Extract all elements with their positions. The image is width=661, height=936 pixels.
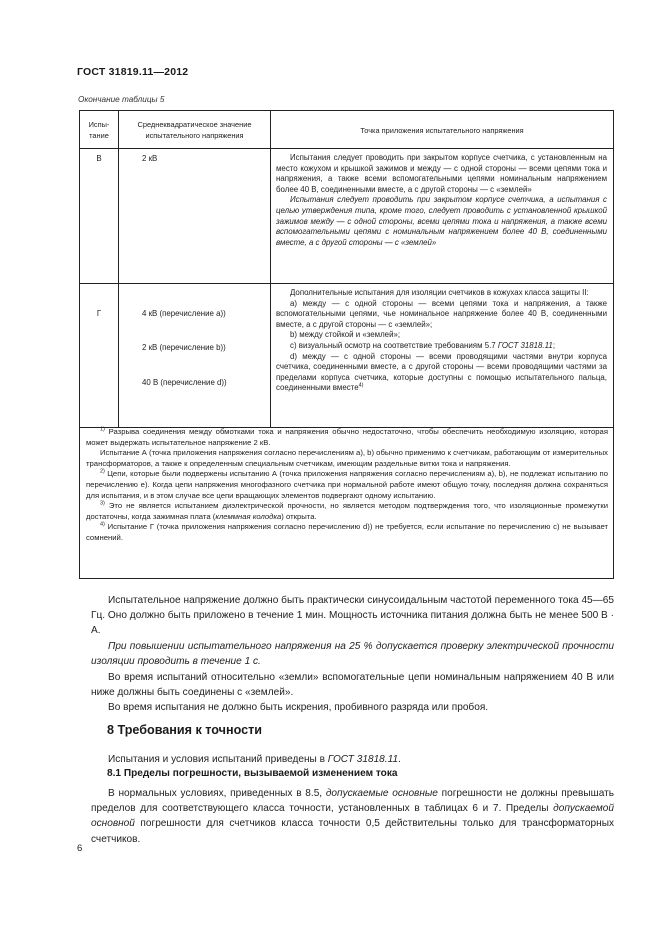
header-voltage-col	[119, 119, 270, 141]
section-title-accuracy: 8 Требования к точности	[107, 723, 263, 737]
tests-ref-standard: ГОСТ 31818.11	[327, 754, 399, 765]
table-caption: Окончание таблицы 5	[78, 95, 165, 104]
paragraph-auxiliary-circuits: Во время испытаний относительно «земли» вспомогательные цепи номинальным напряжением 40 В или ниже должны быть соединены с «землей».	[91, 672, 614, 699]
page-number: 6	[77, 843, 83, 854]
header-test-line2: тание	[89, 131, 109, 140]
row-g-item-d-footnote: 4)	[358, 382, 364, 389]
note-4-mark: 4)	[100, 521, 105, 528]
subsection-title-error-limits: 8.1 Пределы погрешности, вызываемой изменением тока	[107, 768, 398, 779]
note-a: Испытание А (точка приложения напряжения согласно перечислениям а), b) обычно применимо к счетчикам, работающим от измерительных трансформаторов, а также к определенным специальным счетчикам, имеющим раздельные витки тока и напряжения.	[86, 448, 608, 468]
note-2-text: Цепи, которые были подвержены испытанию А (точка приложения напряжения согласно перечислениям а), b), не подлежат испытанию по перечислению е). Когда цепи напряжения многофазного счетчика при нормальной работе имеют общую точку, последняя должна сохраняться для испытания, и в этом случае все цепи вращающих элементов подвергают одному испытанию.	[86, 469, 608, 500]
error-limits-e: погрешности для счетчиков класса точности 0,5 действительны только для трансформаторных счетчиков.	[91, 818, 614, 845]
note-1	[86, 427, 608, 448]
table-notes	[86, 427, 608, 544]
row-b-voltage: 2 кВ	[142, 154, 158, 163]
error-limits-c: погрешности не должны превышать пределов для соответствующего класса точности, установленных в таблицах 6 и 7. Пределы	[91, 788, 614, 815]
note-3-italic: клеммная колодка	[215, 511, 282, 521]
tests-ref-text: Испытания и условия испытаний приведены в	[108, 754, 328, 765]
table-col-divider-1	[118, 111, 119, 427]
row-g-intro: Дополнительные испытания для изоляции счетчиков в кожухах класса защиты II:	[290, 288, 589, 297]
header-point-col: Точка приложения испытательного напряжения	[360, 126, 524, 135]
error-limits-d: допускаемой основной	[91, 803, 614, 830]
row-g-item-c-end: ;	[552, 340, 556, 350]
row-b-test: В	[96, 154, 102, 163]
table-header-rule	[80, 148, 613, 149]
row-g-item-c-ref: ГОСТ 31818.11	[497, 340, 553, 350]
row-g-item-a: а) между — с одной стороны — всеми цепями тока и напряжения, а также вспомогательными цепями, чье номинальное напряжение более 40 В, соединенными вместе, а с другой стороны — с «землей»;	[276, 298, 607, 329]
note-1-text: Разрыва соединения между обмотками тока и напряжения обычно недостаточно, чтобы обеспечить необходимую изоляцию, которая может выдержать испытательное напряжение 2 кВ.	[86, 427, 608, 447]
note-2-mark: 2)	[100, 468, 105, 475]
note-3	[86, 501, 608, 522]
note-3-suffix: ) открыта.	[281, 511, 317, 521]
note-3-mark: 3)	[100, 500, 105, 507]
row-b-italic: Испытания следует проводить при закрытом корпусе счетчика, а испытания с целью утверждения типа, кроме того, следует проводить с установленной крышкой зажимов между — с одной стороны, всеми цепями тока и напряжения, а также всеми вспомогательными цепями с номинальным напряжением более 40 В, соединенными вместе, а с другой стороны — с «землей»	[276, 195, 607, 247]
paragraph-increased-voltage: При повышении испытательного напряжения на 25 % допускается проверку электрической прочности изоляции проводить в течение 1 с.	[91, 641, 614, 668]
header-voltage-line1: Среднеквадратическое значение	[137, 120, 252, 129]
row-g-item-c	[276, 341, 607, 352]
error-limits-a: В нормальных условиях, приведенных в 8.5,	[108, 788, 326, 799]
note-1-mark: 1)	[100, 426, 105, 433]
row-g-point-text	[276, 288, 607, 394]
paragraph-test-voltage: Испытательное напряжение должно быть практически синусоидальным частотой переменного тока 45—65 Гц. Оно должно быть приложено в течение 1 мин. Мощность источника питания должна быть не менее 500 В · А.	[91, 595, 614, 637]
header-test-line1: Испы-	[88, 120, 110, 129]
row-g-item-c-text: с) визуальный осмотр на соответствие требованиям 5.7	[290, 340, 496, 350]
row-b-plain: Испытания следует проводить при закрытом корпусе счетчика, с установленным на место кожухом и крышкой зажимов и между — с одной стороны — всеми цепями тока и напряжения, а также всеми вспомогательными цепями номинальным напряжением более 40 В, соединенными вместе, а с другой стороны — с «землей»	[276, 153, 607, 194]
paragraph-tests-reference	[91, 752, 614, 767]
row-g-item-b: b) между стойкой и «землей»;	[290, 330, 401, 340]
page-header-doc-code: ГОСТ 31819.11—2012	[77, 66, 189, 78]
row-g-item-d-text: d) между — с одной стороны — всеми проводящими частями внутри корпуса счетчика, соединенными вместе, а с другой стороны — всеми проводящими частями за пределами корпуса счетчика, которые доступны с помощью испытательного пальца, соединенными вместе	[276, 351, 607, 393]
paragraph-error-limits	[91, 786, 614, 847]
paragraph-no-sparking: Во время испытания не должно быть искрения, пробивного разряда или пробоя.	[108, 702, 489, 713]
row-b-point-text	[276, 153, 607, 248]
row-g-item-d	[276, 352, 607, 394]
error-limits-b: допускаемые основные	[325, 788, 438, 799]
row-g-test: Г	[96, 309, 102, 318]
table-row-rule	[80, 283, 613, 284]
header-test-col	[80, 119, 118, 141]
note-2	[86, 469, 608, 501]
row-g-voltage-a: 4 кВ (перечисление а))	[142, 309, 226, 318]
table-col-divider-2	[270, 111, 271, 427]
tests-ref-end: .	[398, 754, 401, 765]
header-voltage-line2: испытательного напряжения	[145, 131, 244, 140]
note-4-text: Испытание Г (точка приложения напряжения согласно перечислению d)) не требуется, если испытание по перечислению с) не вызывает сомнений.	[86, 522, 609, 542]
note-4	[86, 522, 608, 543]
row-g-voltage-d: 40 В (перечисление d))	[142, 378, 227, 387]
row-g-voltage-b: 2 кВ (перечисление b))	[142, 343, 226, 352]
note-3-text: Это не является испытанием диэлектрической прочности, но является методом подтверждения того, что изоляционные промежутки достаточны, когда зажимная плата (	[86, 501, 608, 521]
